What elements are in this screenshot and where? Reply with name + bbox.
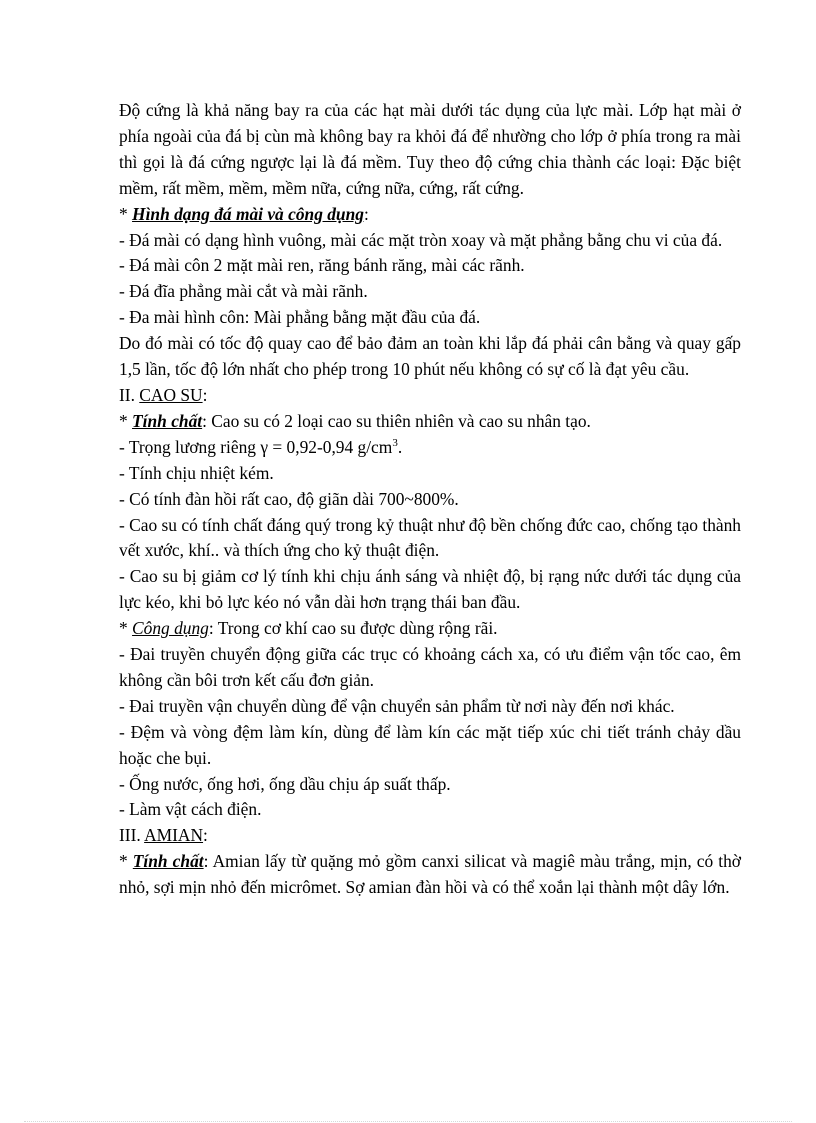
amian-property <box>119 849 741 901</box>
list-item: - Đệm và vòng đệm làm kín, dùng để làm kín các mặt tiếp xúc chi tiết tránh chảy dầu hoặc che bụi. <box>119 721 741 768</box>
list-item: - Đa mài hình côn: Mài phẳng bằng mặt đầu của đá. <box>119 307 481 328</box>
hardness-paragraph: Độ cứng là khả năng bay ra của các hạt mài dưới tác dụng của lực mài. Lớp hạt mài ở phía ngoài của đá bị cùn mà không bay ra khỏi đá để nhường cho lớp ở phía trong ra mài thì gọi là đá cứng ngược lại là đá mềm. Tuy theo độ cứng chia thành các loại: Đặc biệt mềm, rất mềm, mềm, mềm nữa, cứng nữa, cứng, rất cứng. <box>119 100 741 198</box>
property-text: : Cao su có 2 loại cao su thiên nhiên và cao su nhân tạo. <box>202 410 591 431</box>
rubber-density <box>119 435 741 461</box>
density-superscript: 3 <box>392 436 398 449</box>
property-text: : Amian lấy từ quặng mỏ gồm canxi silicat và magiê màu trắng, mịn, có thờ nhỏ, sợi mịn nhỏ đến micrômet. Sợ amian đàn hồi và có thể xoắn lại thành một dây lớn. <box>119 851 741 898</box>
list-item: - Làm vật cách điện. <box>119 799 262 820</box>
section-number: II. <box>119 384 140 405</box>
density-text: - Trọng lương riêng γ = 0,92-0,94 g/cm <box>119 436 393 457</box>
heading-colon: : <box>363 203 369 224</box>
section-colon: : <box>203 825 208 846</box>
document-page <box>119 98 741 901</box>
property-bullet: * <box>119 851 133 872</box>
rubber-use <box>119 616 741 642</box>
list-item: - Đai truyền vận chuyển dùng để vận chuyển sản phẩm từ nơi này đến nơi khác. <box>119 695 675 716</box>
footer-divider <box>24 1121 792 1122</box>
section-heading-amian <box>119 823 741 849</box>
section-title: CAO SU <box>139 384 203 405</box>
property-label: Tính chất <box>132 410 203 431</box>
rubber-property <box>119 409 741 435</box>
use-bullet: * <box>119 618 133 639</box>
density-suffix: . <box>397 436 403 457</box>
property-label: Tính chất <box>132 851 204 872</box>
section-heading-cao-su <box>119 383 741 409</box>
list-item: - Đá đĩa phẳng mài cắt và mài rãnh. <box>119 281 368 302</box>
list-item: - Đá mài côn 2 mặt mài ren, răng bánh răng, mài các rãnh. <box>119 255 525 276</box>
list-item: - Ống nước, ống hơi, ống dầu chịu áp suất thấp. <box>119 773 451 794</box>
list-item: - Cao su bị giảm cơ lý tính khi chịu ánh sáng và nhiệt độ, bị rạng nức dưới tác dụng của lực kéo, khi bỏ lực kéo nó vẫn dài hơn trạng thái ban đầu. <box>119 566 741 613</box>
list-item: - Có tính đàn hồi rất cao, độ giãn dài 700~800%. <box>119 488 459 509</box>
list-item: - Tính chịu nhiệt kém. <box>119 462 274 483</box>
list-item: - Cao su có tính chất đáng quý trong kỷ thuật như độ bền chống đức cao, chống tạo thành vết xước, khí.. và thích ứng cho kỷ thuật điện. <box>119 514 741 561</box>
list-item: - Đá mài có dạng hình vuông, mài các mặt tròn xoay và mặt phẳng bằng chu vi của đá. <box>119 229 723 250</box>
use-text: : Trong cơ khí cao su được dùng rộng rãi. <box>208 618 498 639</box>
list-item: - Đai truyền chuyển động giữa các trục có khoảng cách xa, có ưu điểm vận tốc cao, êm không cần bôi trơn kết cấu đơn giản. <box>119 644 741 690</box>
speed-paragraph: Do đó mài có tốc độ quay cao để bảo đảm an toàn khi lắp đá phải cân bằng và quay gấp 1,5 lần, tốc độ lớn nhất cho phép trong 10 phút nếu không có sự cố là đạt yêu cầu. <box>119 333 741 380</box>
shape-heading <box>119 202 741 228</box>
heading-bullet: * <box>119 203 133 224</box>
section-colon: : <box>202 384 208 405</box>
property-bullet: * <box>119 410 133 431</box>
shape-heading-title: Hình dạng đá mài và công dụng <box>132 203 364 224</box>
section-title: AMIAN <box>144 825 204 846</box>
use-label: Công dụng <box>132 618 209 639</box>
section-number: III. <box>119 825 145 846</box>
